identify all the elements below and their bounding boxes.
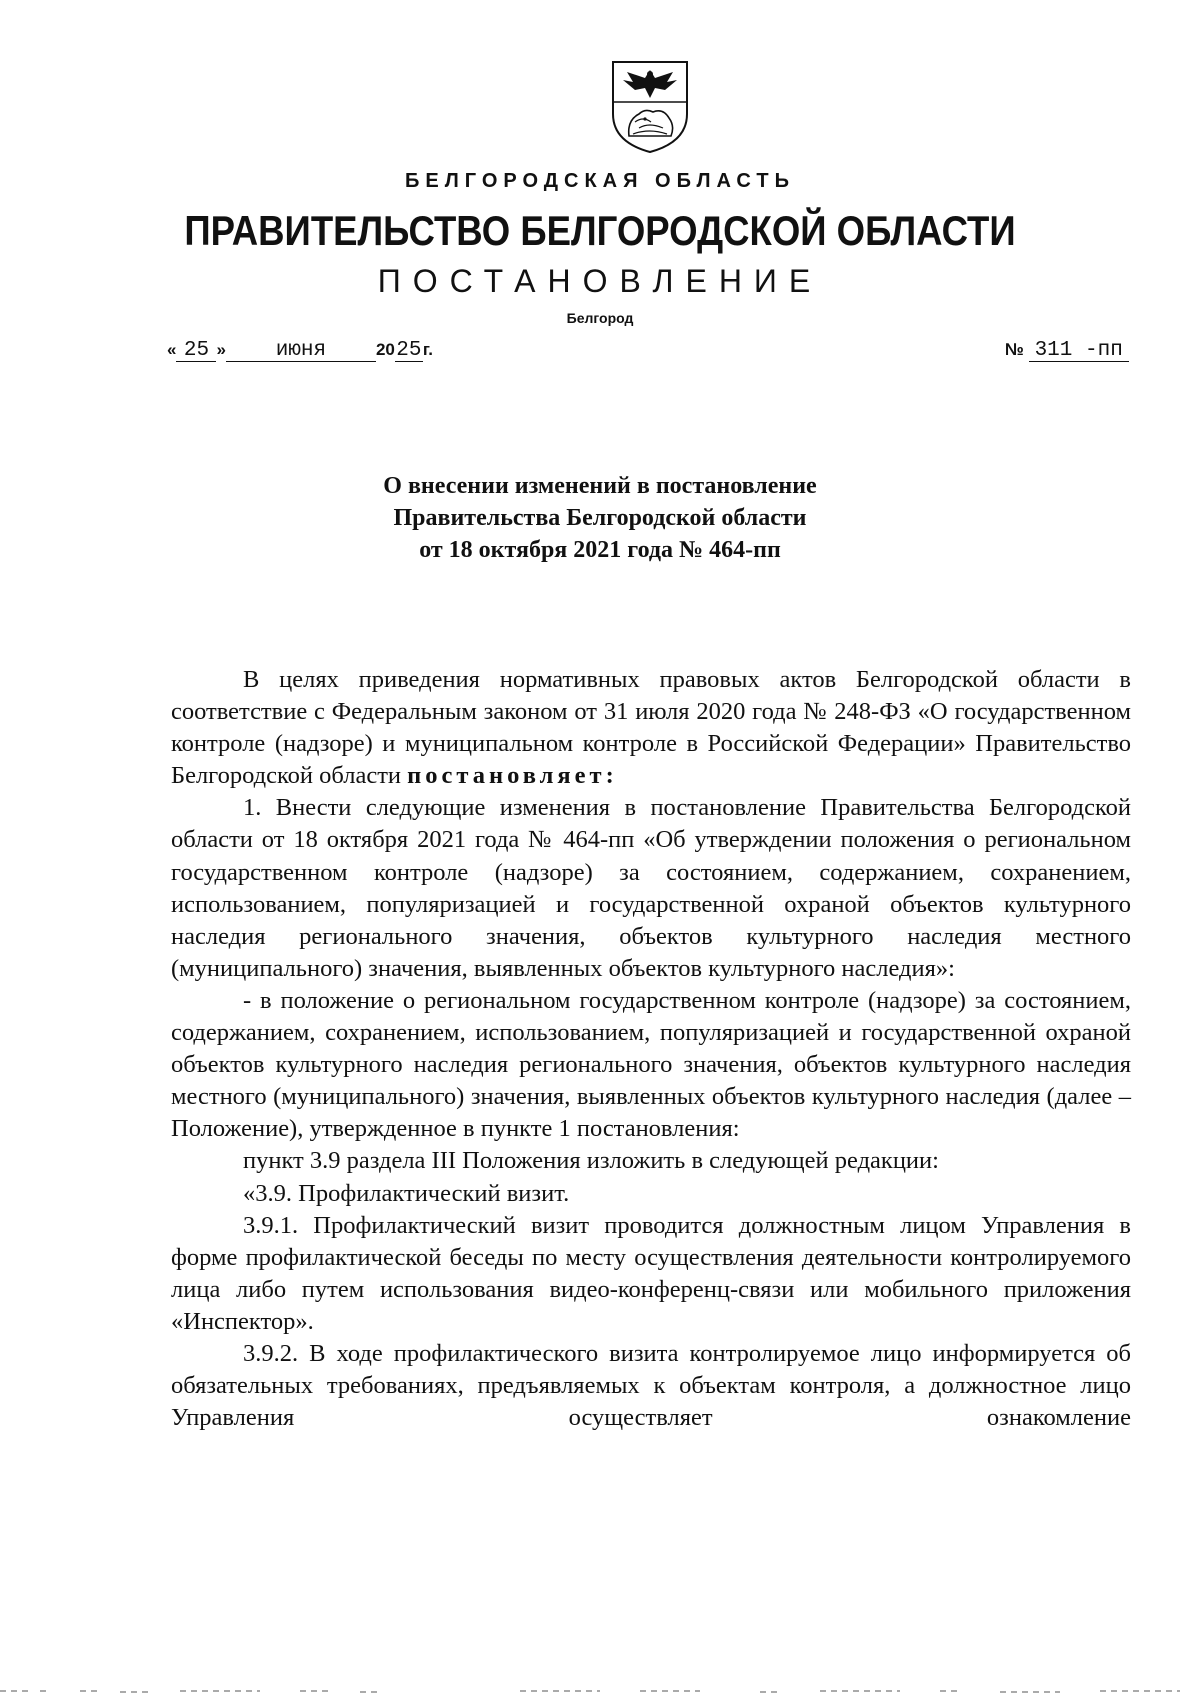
number-label: № (1005, 340, 1024, 359)
point-3-9: «3.9. Профилактический визит. (243, 1179, 570, 1207)
city-name: Белгород (566, 310, 634, 326)
preamble-paragraph (171, 664, 1131, 792)
title-line: Правительства Белгородской области (393, 505, 807, 531)
date-year-prefix: 20 (375, 340, 395, 359)
date-open-quote: « (167, 340, 177, 359)
date-close-quote: » (216, 340, 226, 359)
scan-edge-marks (0, 1677, 1200, 1697)
document-number (1005, 340, 1129, 362)
number-value: 311 -пп (1029, 341, 1129, 362)
belgorod-coat-of-arms-icon (605, 56, 695, 154)
item-1: 1. Внести следующие изменения в постановление Правительства Белгородской области от 18 октября 2021 года № 464-пп «Об утверждении положения о региональном государственном контроле (надзоре) за состоянием, содержанием, сохранением, использованием, популяризацией и государственной охраной объектов культурного наследия регионального значения, объектов культурного наследия местного (муниципального) значения, выявленных объектов культурного наследия»: (171, 794, 1131, 982)
point-3-9-2: 3.9.2. В ходе профилактического визита контролируемое лицо информируется об обязательных требованиях, предъявляемых к объектам контроля, а должностное лицо Управления осуществляет ознакомление (171, 1339, 1131, 1432)
point-intro: пункт 3.9 раздела III Положения изложить в следующей редакции: (243, 1147, 939, 1175)
date-month: июня (226, 341, 376, 362)
point-3-9-1: 3.9.1. Профилактический визит проводится должностным лицом Управления в форме профилактической беседы по месту осуществления деятельности контролируемого лица либо путем использования видео-конференц-связи или мобильного приложения «Инспектор». (171, 1211, 1131, 1335)
document-body (171, 664, 1131, 1434)
subitem: - в положение о региональном государственном контроле (надзоре) за состоянием, содержанием, сохранением, использованием, популяризацией и государственной охраной объектов культурного наследия регионального значения, объектов культурного наследия местного (муниципального) значения, выявленных объектов культурного наследия (далее – Положение), утвержденное в пункте 1 постановления: (171, 986, 1131, 1143)
document-date (167, 340, 433, 362)
date-year-mark: г. (422, 340, 433, 359)
document-type: ПОСТАНОВЛЕНИЕ (377, 263, 823, 299)
title-line: от 18 октября 2021 года № 464-пп (419, 537, 781, 563)
date-year-suffix: 25 (396, 339, 422, 362)
region-name: БЕЛГОРОДСКАЯ ОБЛАСТЬ (405, 170, 795, 192)
government-name: ПРАВИТЕЛЬСТВО БЕЛГОРОДСКОЙ ОБЛАСТИ (184, 207, 1016, 254)
document-title (0, 470, 1200, 566)
date-day: 25 (176, 341, 216, 362)
preamble-text: В целях приведения нормативных правовых актов Белгородской области в соответствие с Федеральным законом от 31 июля 2020 года № 248-ФЗ «О государственном контроле (надзоре) и муниципальном контроле в Российской Федерации» Правительство Белгородской области (171, 666, 1131, 790)
decrees-word: постановляет: (407, 762, 618, 790)
title-line: О внесении изменений в постановление (383, 473, 817, 499)
